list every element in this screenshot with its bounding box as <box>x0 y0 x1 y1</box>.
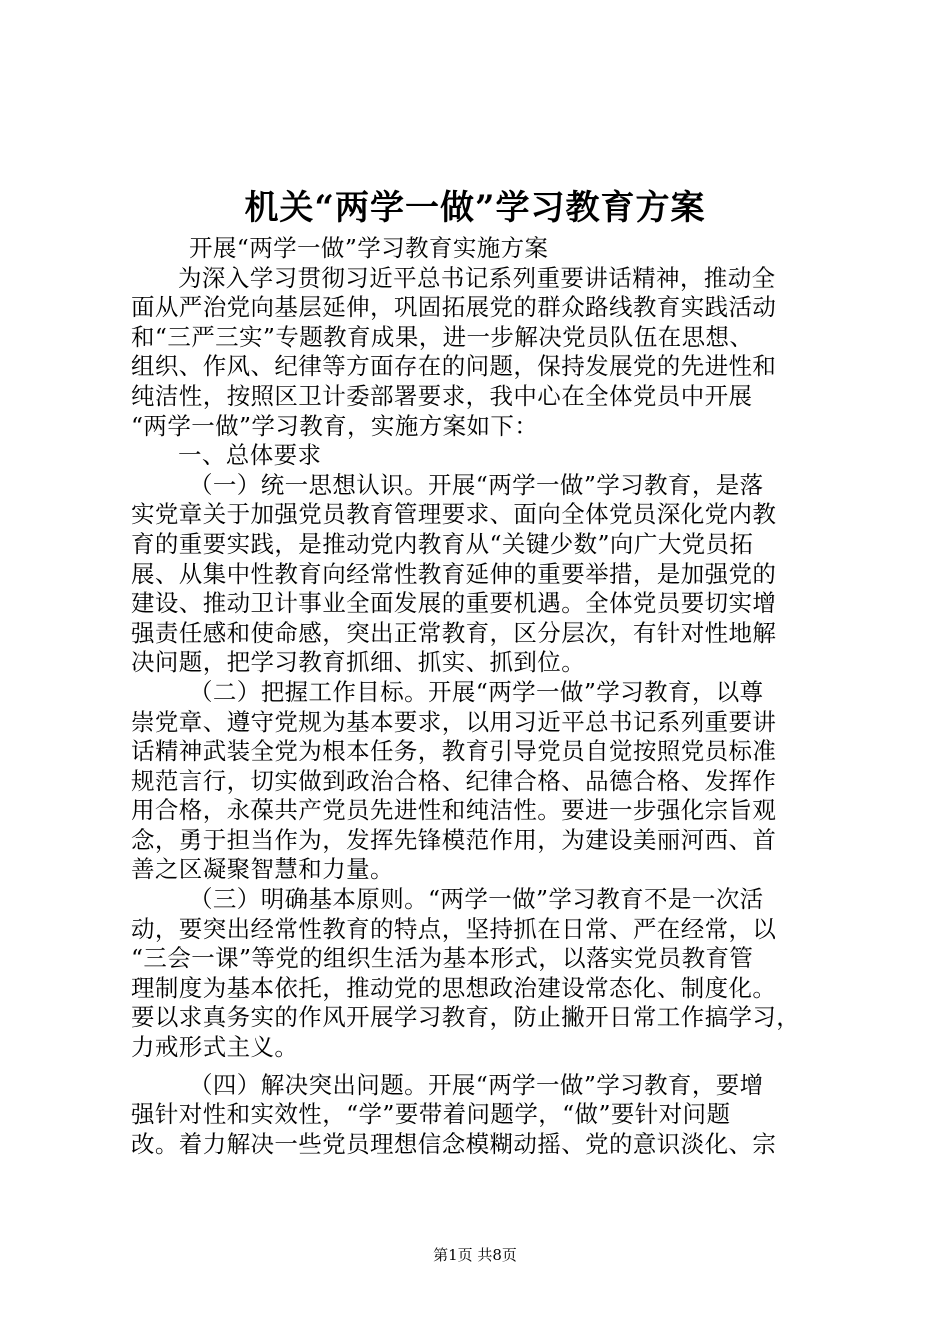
paragraph-line: 念，勇于担当作为，发挥先锋模范作用，为建设美丽河西、首 <box>131 825 777 854</box>
section-heading: 一、总体要求 <box>178 441 322 470</box>
paragraph-line: 强责任感和使命感，突出正常教育，区分层次，有针对性地解 <box>131 618 777 647</box>
paragraph-line: 崇党章、遵守党规为基本要求，以用习近平总书记系列重要讲 <box>131 707 777 736</box>
paragraph-line: “两学一做”学习教育，实施方案如下： <box>131 411 539 440</box>
paragraph-line: 纯洁性，按照区卫计委部署要求，我中心在全体党员中开展 <box>131 381 753 410</box>
paragraph-line: 动，要突出经常性教育的特点，坚持抓在日常、严在经常，以 <box>131 914 777 943</box>
paragraph-line: 理制度为基本依托，推动党的思想政治建设常态化、制度化。 <box>131 973 777 1002</box>
paragraph-line: 实党章关于加强党员教育管理要求、面向全体党员深化党内教 <box>131 500 777 529</box>
paragraph-line: 力戒形式主义。 <box>131 1033 299 1062</box>
paragraph-line: 话精神武装全党为根本任务，教育引导党员自觉按照党员标准 <box>131 737 777 766</box>
paragraph-line: （四）解决突出问题。开展“两学一做”学习教育，要增 <box>189 1070 764 1099</box>
paragraph-line: 要以求真务实的作风开展学习教育，防止撇开日常工作搞学习， <box>131 1003 801 1032</box>
paragraph-line: （三）明确基本原则。“两学一做”学习教育不是一次活 <box>189 885 764 914</box>
subtitle-line: 开展“两学一做”学习教育实施方案 <box>189 234 549 262</box>
paragraph-line: 建设、推动卫计事业全面发展的重要机遇。全体党员要切实增 <box>131 589 777 618</box>
paragraph-line: 面从严治党向基层延伸，巩固拓展党的群众路线教育实践活动 <box>131 293 777 322</box>
page-footer: 第1页 共8页 <box>433 1246 517 1264</box>
paragraph-line: 展、从集中性教育向经常性教育延伸的重要举措，是加强党的 <box>131 559 777 588</box>
paragraph-line: 强针对性和实效性，“学”要带着问题学，“做”要针对问题 <box>131 1100 731 1129</box>
paragraph-line: 改。着力解决一些党员理想信念模糊动摇、党的意识淡化、宗 <box>131 1129 777 1158</box>
paragraph-line: 规范言行，切实做到政治合格、纪律合格、品德合格、发挥作 <box>131 766 777 795</box>
paragraph-line: 和“三严三实”专题教育成果，进一步解决党员队伍在思想、 <box>131 322 754 351</box>
paragraph-line: 用合格，永葆共产党员先进性和纯洁性。要进一步强化宗旨观 <box>131 796 777 825</box>
paragraph-line: “三会一课”等党的组织生活为基本形式，以落实党员教育管 <box>131 944 754 973</box>
paragraph-line: 为深入学习贯彻习近平总书记系列重要讲话精神，推动全 <box>178 263 776 292</box>
paragraph-line: 育的重要实践，是推动党内教育从“关键少数”向广大党员拓 <box>131 529 754 558</box>
paragraph-line: （一）统一思想认识。开展“两学一做”学习教育，是落 <box>189 470 764 499</box>
document-title: 机关“两学一做”学习教育方案 <box>244 188 706 228</box>
paragraph-line: 决问题，把学习教育抓细、抓实、抓到位。 <box>131 648 586 677</box>
paragraph-line: （二）把握工作目标。开展“两学一做”学习教育，以尊 <box>189 677 764 706</box>
document-body <box>131 234 831 1159</box>
paragraph-line: 组织、作风、纪律等方面存在的问题，保持发展党的先进性和 <box>131 352 777 381</box>
paragraph-line: 善之区凝聚智慧和力量。 <box>131 855 394 884</box>
